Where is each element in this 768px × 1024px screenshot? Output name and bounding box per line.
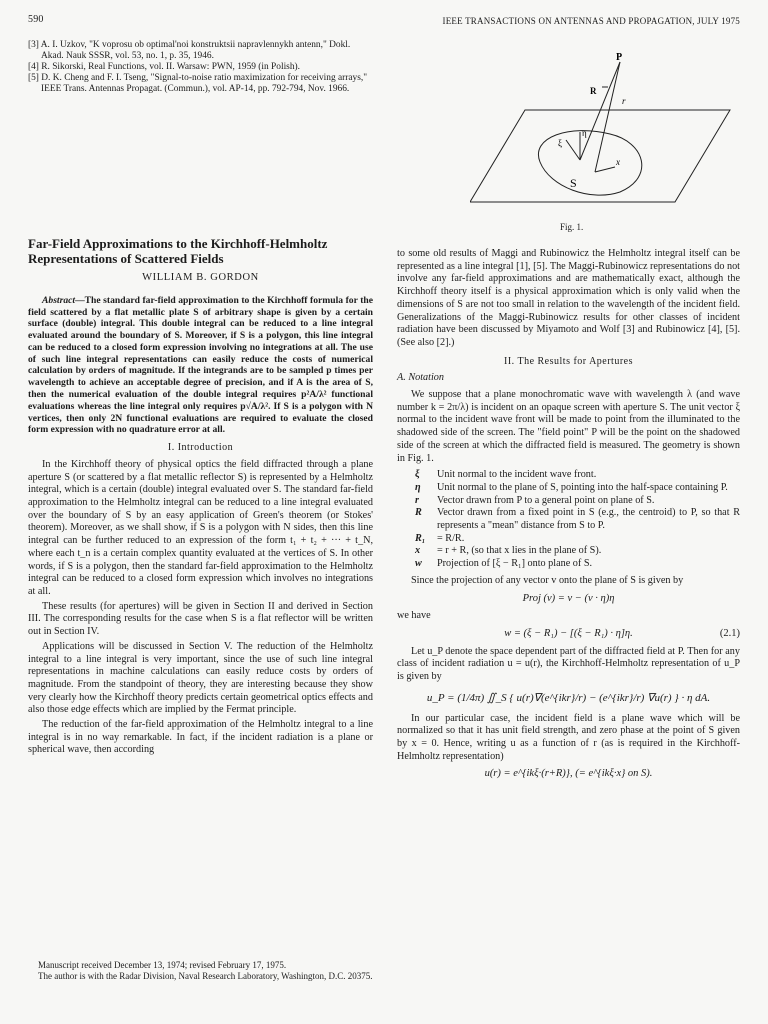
- intro-paragraph-1: In the Kirchhoff theory of physical optics the field diffracted through a plane aperture S (or scattered by a flat metallic reflector S) is represented by a Helmholtz integral, which is a certain (double) integral evaluated over S. The standard far-field approximation to the Helmholtz integral can be reduced to a line integral evaluated over the boundary of S by an easy application of Green's theorem (or Stokes' theorem). Moreover, as we shall show, if S is a polygon with N sides, then this line integral can be further reduced to an expression of the form t₁ + t₂ + ··· + t_N, where each t_n is a certain complex quantity evaluated at the vertices of S. In other words, if S is a polygon, then the standard far-field approximation to the Helmholtz integral can be reduced to a closed form expression which involves no integrations at all.: [28, 458, 373, 597]
- label-r: r: [622, 96, 626, 106]
- definition-item: R Vector drawn from a fixed point in S (e.g., the centroid) to P, so that R represents a "mean" distance from S to P.: [415, 507, 740, 532]
- footnote-received: Manuscript received December 13, 1974; revised February 17, 1975.: [38, 960, 287, 970]
- aperture-s: [538, 131, 641, 196]
- definition-item: R₁ = R/R.: [415, 532, 465, 544]
- footnote-affiliation: The author is with the Radar Division, Naval Research Laboratory, Washington, D.C. 20375.: [38, 970, 373, 981]
- article-title: Far-Field Approximations to the Kirchhoff-Helmholtz Representations of Scattered Fields: [28, 236, 328, 266]
- label-xi: ξ: [558, 138, 563, 148]
- plane-wave-equation: u(r) = e^{ikξ·(r+R)}, (= e^{ikξ·x} on S).: [484, 768, 653, 780]
- subsection-a-heading: A. Notation: [397, 372, 444, 384]
- section-1-heading: I. Introduction: [167, 442, 234, 454]
- projection-intro: Since the projection of any vector v onto the plane of S is given by: [411, 574, 684, 586]
- abstract-text: —The standard far-field approximation to the Kirchhoff formula for the field scattered by a flat metallic plate S of arbitrary shape is given by a certain surface (double) integral. This double integral can be reduced to a line integral evaluated around the boundary of S. Moreover, if S is a polygon, this line integral can be reduced to a closed form expression involving no integrations at all. The use of such line integral representations can easily reduce the costs of numerical calculation by orders of magnitude. If the integrands are to be sampled p times per wavelength to achieve an acceptable degree of precision, and if A is the area of S, then the numerical evaluation of the double integral requires p²A/λ² functional evaluations whereas the line integral only requires p√A/λ². If S is a polygon with N vertices, then only 2N functional evaluations are required to evaluate the closed form expression with no quadrature error at all.: [28, 294, 373, 436]
- page-number: 590: [28, 14, 44, 25]
- definition-item: w Projection of [ξ − R₁] onto plane of S.: [415, 558, 593, 570]
- journal-running-head: IEEE TRANSACTIONS ON ANTENNAS AND PROPAGATION, JULY 1975: [442, 16, 740, 26]
- figure-1-diagram: [470, 52, 740, 237]
- projection-equation: Proj (v) = v − (v · η)η: [522, 592, 615, 604]
- xi-vector: [566, 140, 580, 160]
- label-R: R: [590, 86, 597, 96]
- author-name: WILLIAM B. GORDON: [142, 272, 259, 283]
- equation-number: (2.1): [719, 627, 740, 639]
- we-have-text: we have: [397, 610, 431, 622]
- intro-paragraph-4: The reduction of the far-field approximation of the Helmholtz integral to a line integral is in no way remarkable. In fact, if the incident radiation is a plane or spherical wave, then according: [28, 719, 373, 756]
- right-column: [397, 248, 740, 786]
- abstract: [28, 295, 373, 437]
- final-paragraph: In our particular case, the incident field is a plane wave which will be normalized so that it has unit field strength, and zero phase at the point of S given by x = 0. Hence, writing u as a function of r (as is required in the Kirchhoff-Helmholtz representation): [397, 712, 740, 762]
- notation-paragraph: We suppose that a plane monochromatic wave with wavelength λ (and wave number k = 2π/λ) is incident on an opaque screen with aperture S. The unit vector ξ normal to the incident wave front will be made to point from the illuminated to the shadowed side of the screen. The "field point" P will be the point on the shadowed side of the screen at which the diffracted field is measured. The geometry is shown in Fig. 1.: [397, 389, 740, 464]
- definition-item: ξ Unit normal to the incident wave front.: [415, 469, 597, 481]
- reference-3: [3] A. I. Uzkov, "K voprosu ob optimal'noi konstruktsii napravlennykh antenn," Dokl. Akad. Nauk SSSR, vol. 53, no. 1, p. 35, 1946.: [28, 40, 351, 61]
- equation-2-1-body: w = (ξ − R₁) − [(ξ − R₁) · η]η.: [504, 627, 633, 639]
- up-paragraph: Let u_P denote the space dependent part of the diffracted field at P. Then for any class of incident radiation u = u(r), the Kirchhoff-Helmholtz representation of u_P is given by: [397, 645, 740, 683]
- definition-item: η Unit normal to the plane of S, pointing into the half-space containing P.: [415, 481, 728, 493]
- x-vector: [595, 167, 615, 172]
- vector-r-line: [580, 62, 620, 160]
- intro-paragraph-2: These results (for apertures) will be given in Section II and derived in Section III. The corresponding results for the case when S is a flat reflector will be written out in Section IV.: [28, 600, 373, 638]
- label-eta: η: [582, 128, 587, 138]
- section-2-heading: II. The Results for Apertures: [503, 355, 633, 367]
- label-P: P: [616, 52, 623, 63]
- reference-list: [28, 40, 373, 95]
- label-S: S: [570, 176, 577, 190]
- screen-plane: [470, 110, 730, 202]
- figure-1: [470, 52, 740, 237]
- definition-item: r Vector drawn from P to a general point on plane of S.: [415, 494, 655, 506]
- footnote: [28, 960, 373, 981]
- definition-item: x = r + R, (so that x lies in the plane of S).: [415, 545, 602, 557]
- reference-5: [5] D. K. Cheng and F. I. Tseng, "Signal-to-noise ratio maximization for receiving arrays," IEEE Trans. Antennas Propagat. (Commun.), vol. AP-14, pp. 792-794, Nov. 1966.: [28, 73, 368, 94]
- reference-4: [4] R. Sikorski, Real Functions, vol. II. Warsaw: PWN, 1959 (in Polish).: [28, 62, 300, 72]
- kirchhoff-helmholtz-equation: u_P = (1/4π) ∬_S { u(r)∇(e^{ikr}/r) − (e^{ikr}/r) ∇u(r) } · η dA.: [426, 691, 711, 704]
- left-column: [28, 236, 373, 759]
- figure-caption: Fig. 1.: [560, 222, 584, 232]
- definition-list: [397, 469, 740, 571]
- right-paragraph-1: to some old results of Maggi and Rubinowicz the Helmholtz integral itself can be represented as a line integral [1], [5]. The Maggi-Rubinowicz representations do not involve any far-field approximations and are mathematically exact, although the Kirchhoff theory itself is a physical approximation which is only valid when the dimensions of S are not too small in relation to the wavelength of the incident field. Generalizations of the Maggi-Rubinowicz results for other classes of incident radiation have been discussed by Miyamoto and Wolf [3] and Rubinowicz [4], [5]. (See also [2].): [397, 248, 740, 348]
- equation-2-1: [397, 628, 740, 641]
- intro-paragraph-3: Applications will be discussed in Section V. The reduction of the Helmholtz integral to a line integral is very important, since the use of such line integral representations in machine calculations can easily reduce costs by orders of magnitude. From the standpoint of theory, they are interesting because they show very clearly how the Kirchhoff theory predicts certain geometrical optics effects and also those edge effects which are implied by the Fermat principle.: [28, 640, 373, 716]
- label-x: x: [616, 157, 620, 167]
- abstract-label: Abstract: [42, 294, 76, 306]
- vector-big-r-line: [595, 62, 620, 172]
